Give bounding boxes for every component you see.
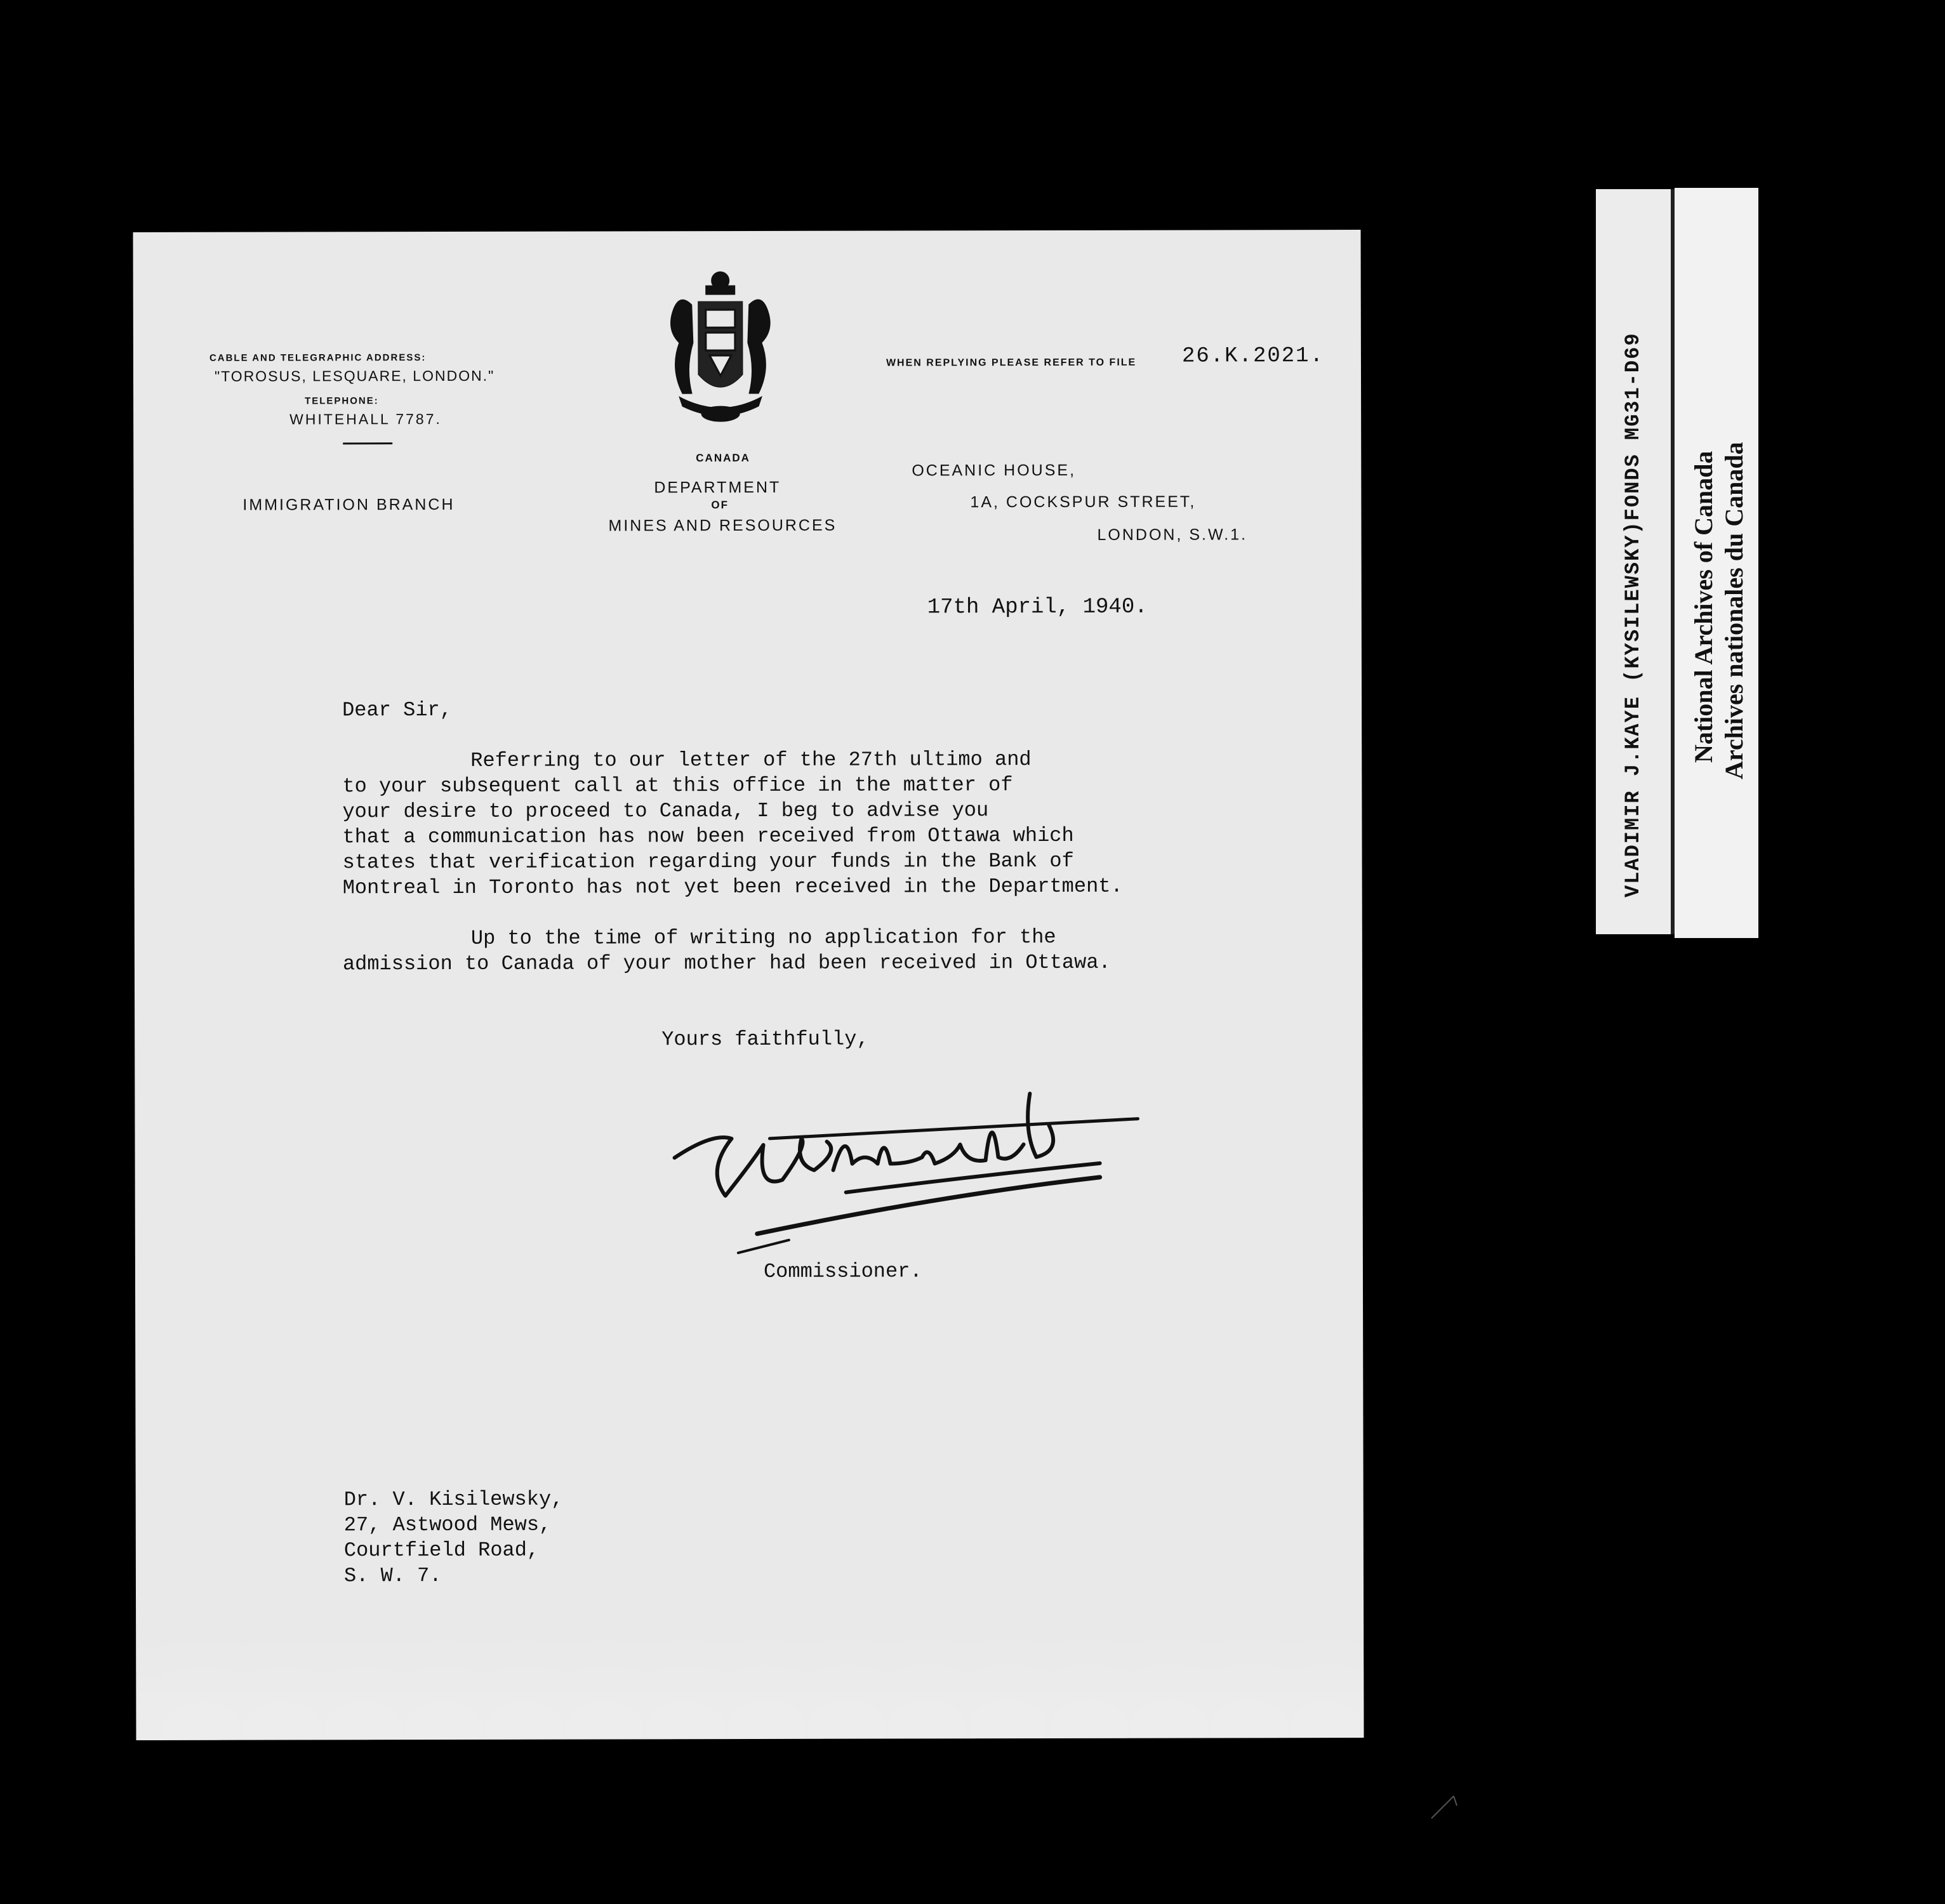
recipient-line4: S. W. 7. [343, 1564, 442, 1588]
telephone-number: WHITEHALL 7787. [289, 411, 442, 428]
fonds-label: VLADIMIR J.KAYE (KYSILEWSKY)FONDS MG31-D69 [1621, 332, 1645, 897]
address-line1: OCEANIC HOUSE, [912, 461, 1077, 480]
address-line3: LONDON, S.W.1. [1097, 526, 1248, 544]
paragraph2-line1: Up to the time of writing no application for the [470, 925, 1056, 950]
file-reference-label: WHEN REPLYING PLEASE REFER TO FILE [886, 357, 1137, 369]
country-label: CANADA [696, 451, 750, 465]
cable-address: "TOROSUS, LESQUARE, LONDON." [214, 367, 495, 385]
letter-date: 17th April, 1940. [927, 595, 1148, 620]
paragraph1-line4: that a communication has now been received from Ottawa which [342, 823, 1074, 849]
cable-label: CABLE AND TELEGRAPHIC ADDRESS: [209, 352, 427, 364]
paragraph1-line3: your desire to proceed to Canada, I beg to advise you [342, 798, 989, 824]
signatory-title: Commissioner. [763, 1259, 922, 1283]
letter-page [133, 230, 1364, 1740]
paragraph1-line1: Referring to our letter of the 27th ultimo and [470, 748, 1032, 772]
address-line2: 1A, COCKSPUR STREET, [970, 493, 1197, 512]
salutation: Dear Sir, [342, 697, 452, 722]
handwritten-signature [655, 1068, 1176, 1260]
recipient-line1: Dr. V. Kisilewsky, [343, 1487, 564, 1512]
header-divider [343, 442, 392, 444]
fonds-label-strip [1596, 189, 1675, 934]
department-of: OF [711, 499, 729, 512]
branch-name: IMMIGRATION BRANCH [242, 495, 455, 514]
coat-of-arms-icon [654, 267, 788, 432]
archives-label-en: National Archives of Canada [1689, 451, 1718, 763]
department-line2: MINES AND RESOURCES [608, 516, 837, 535]
telephone-label: TELEPHONE: [305, 395, 379, 407]
paragraph1-line5: states that verification regarding your funds in the Bank of [342, 849, 1074, 875]
archives-label-strip [1675, 188, 1758, 938]
archives-label-fr: Archives nationales du Canada [1720, 442, 1748, 779]
closing: Yours faithfully, [661, 1027, 869, 1052]
paragraph1-line2: to your subsequent call at this office in the matter of [342, 773, 1013, 798]
paragraph1-line6: Montreal in Toronto has not yet been received in the Department. [342, 874, 1123, 900]
file-reference-number: 26.K.2021. [1181, 344, 1325, 369]
recipient-line3: Courtfield Road, [343, 1538, 540, 1563]
recipient-line2: 27, Astwood Mews, [343, 1512, 552, 1537]
scan-artifact [1428, 1783, 1466, 1821]
department-line1: DEPARTMENT [654, 478, 781, 497]
paragraph2-line2: admission to Canada of your mother had been received in Ottawa. [342, 950, 1111, 976]
